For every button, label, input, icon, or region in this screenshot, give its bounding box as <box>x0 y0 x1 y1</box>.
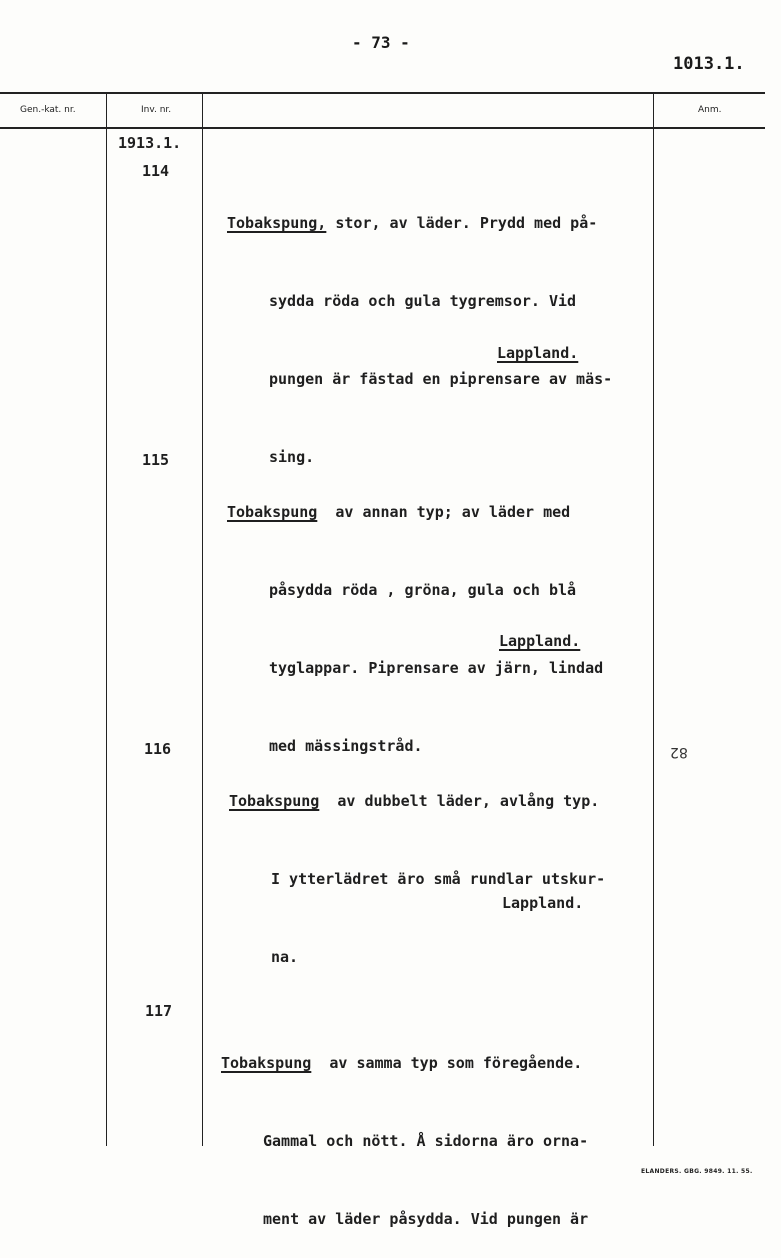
printer-footer: ELANDERS. GBG. 9849. 11. 55. <box>641 1168 753 1175</box>
entry-term: Tobakspung <box>227 503 318 521</box>
column-header-gen-kat: Gen.-kat. nr. <box>20 105 76 115</box>
header-rule <box>0 127 765 129</box>
inventory-number: 114 <box>142 162 170 180</box>
entry-term: Tobakspung, <box>227 214 327 232</box>
entry-text: Tobakspung av samma typ som föregående. Gammal och nött. Å sidorna äro orna- ment av läder påsydda. Vid pungen är <box>221 1054 589 1228</box>
entry-text: Tobakspung av annan typ; av läder med påsydda röda , gröna, gula och blå tyglappar. Piprensare av järn, lindad med mässingstråd. <box>227 503 604 755</box>
column-divider-anm <box>653 92 654 1146</box>
annotation-note: 82 <box>670 744 688 760</box>
inventory-number: 117 <box>145 1002 173 1020</box>
entry-text: Tobakspung, stor, av läder. Prydd med på- sydda röda och gula tygremsor. Vid pungen är fästad en piprensare av mäs- sing. <box>227 214 613 466</box>
entry-term: Tobakspung <box>221 1054 312 1072</box>
entry-text: Tobakspung av dubbelt läder, avlång typ. I ytterlädret äro små rundlar utskur- na. <box>229 792 606 966</box>
page-number: - 73 - <box>352 33 410 52</box>
inventory-number: 115 <box>142 451 170 469</box>
place-label: Lappland. <box>497 344 579 362</box>
series-label: 1913.1. <box>118 134 182 152</box>
column-header-anm: Anm. <box>698 105 722 115</box>
place-label: Lappland. <box>499 632 581 650</box>
column-divider-gen-kat <box>106 92 107 1146</box>
inventory-number: 116 <box>144 740 172 758</box>
place-label: Lappland. <box>502 894 584 912</box>
document-id: 1013.1. <box>673 54 745 74</box>
column-header-inv: Inv. nr. <box>141 105 172 115</box>
column-divider-inv <box>202 92 203 1146</box>
top-rule <box>0 92 765 94</box>
entry-term: Tobakspung <box>229 792 320 810</box>
